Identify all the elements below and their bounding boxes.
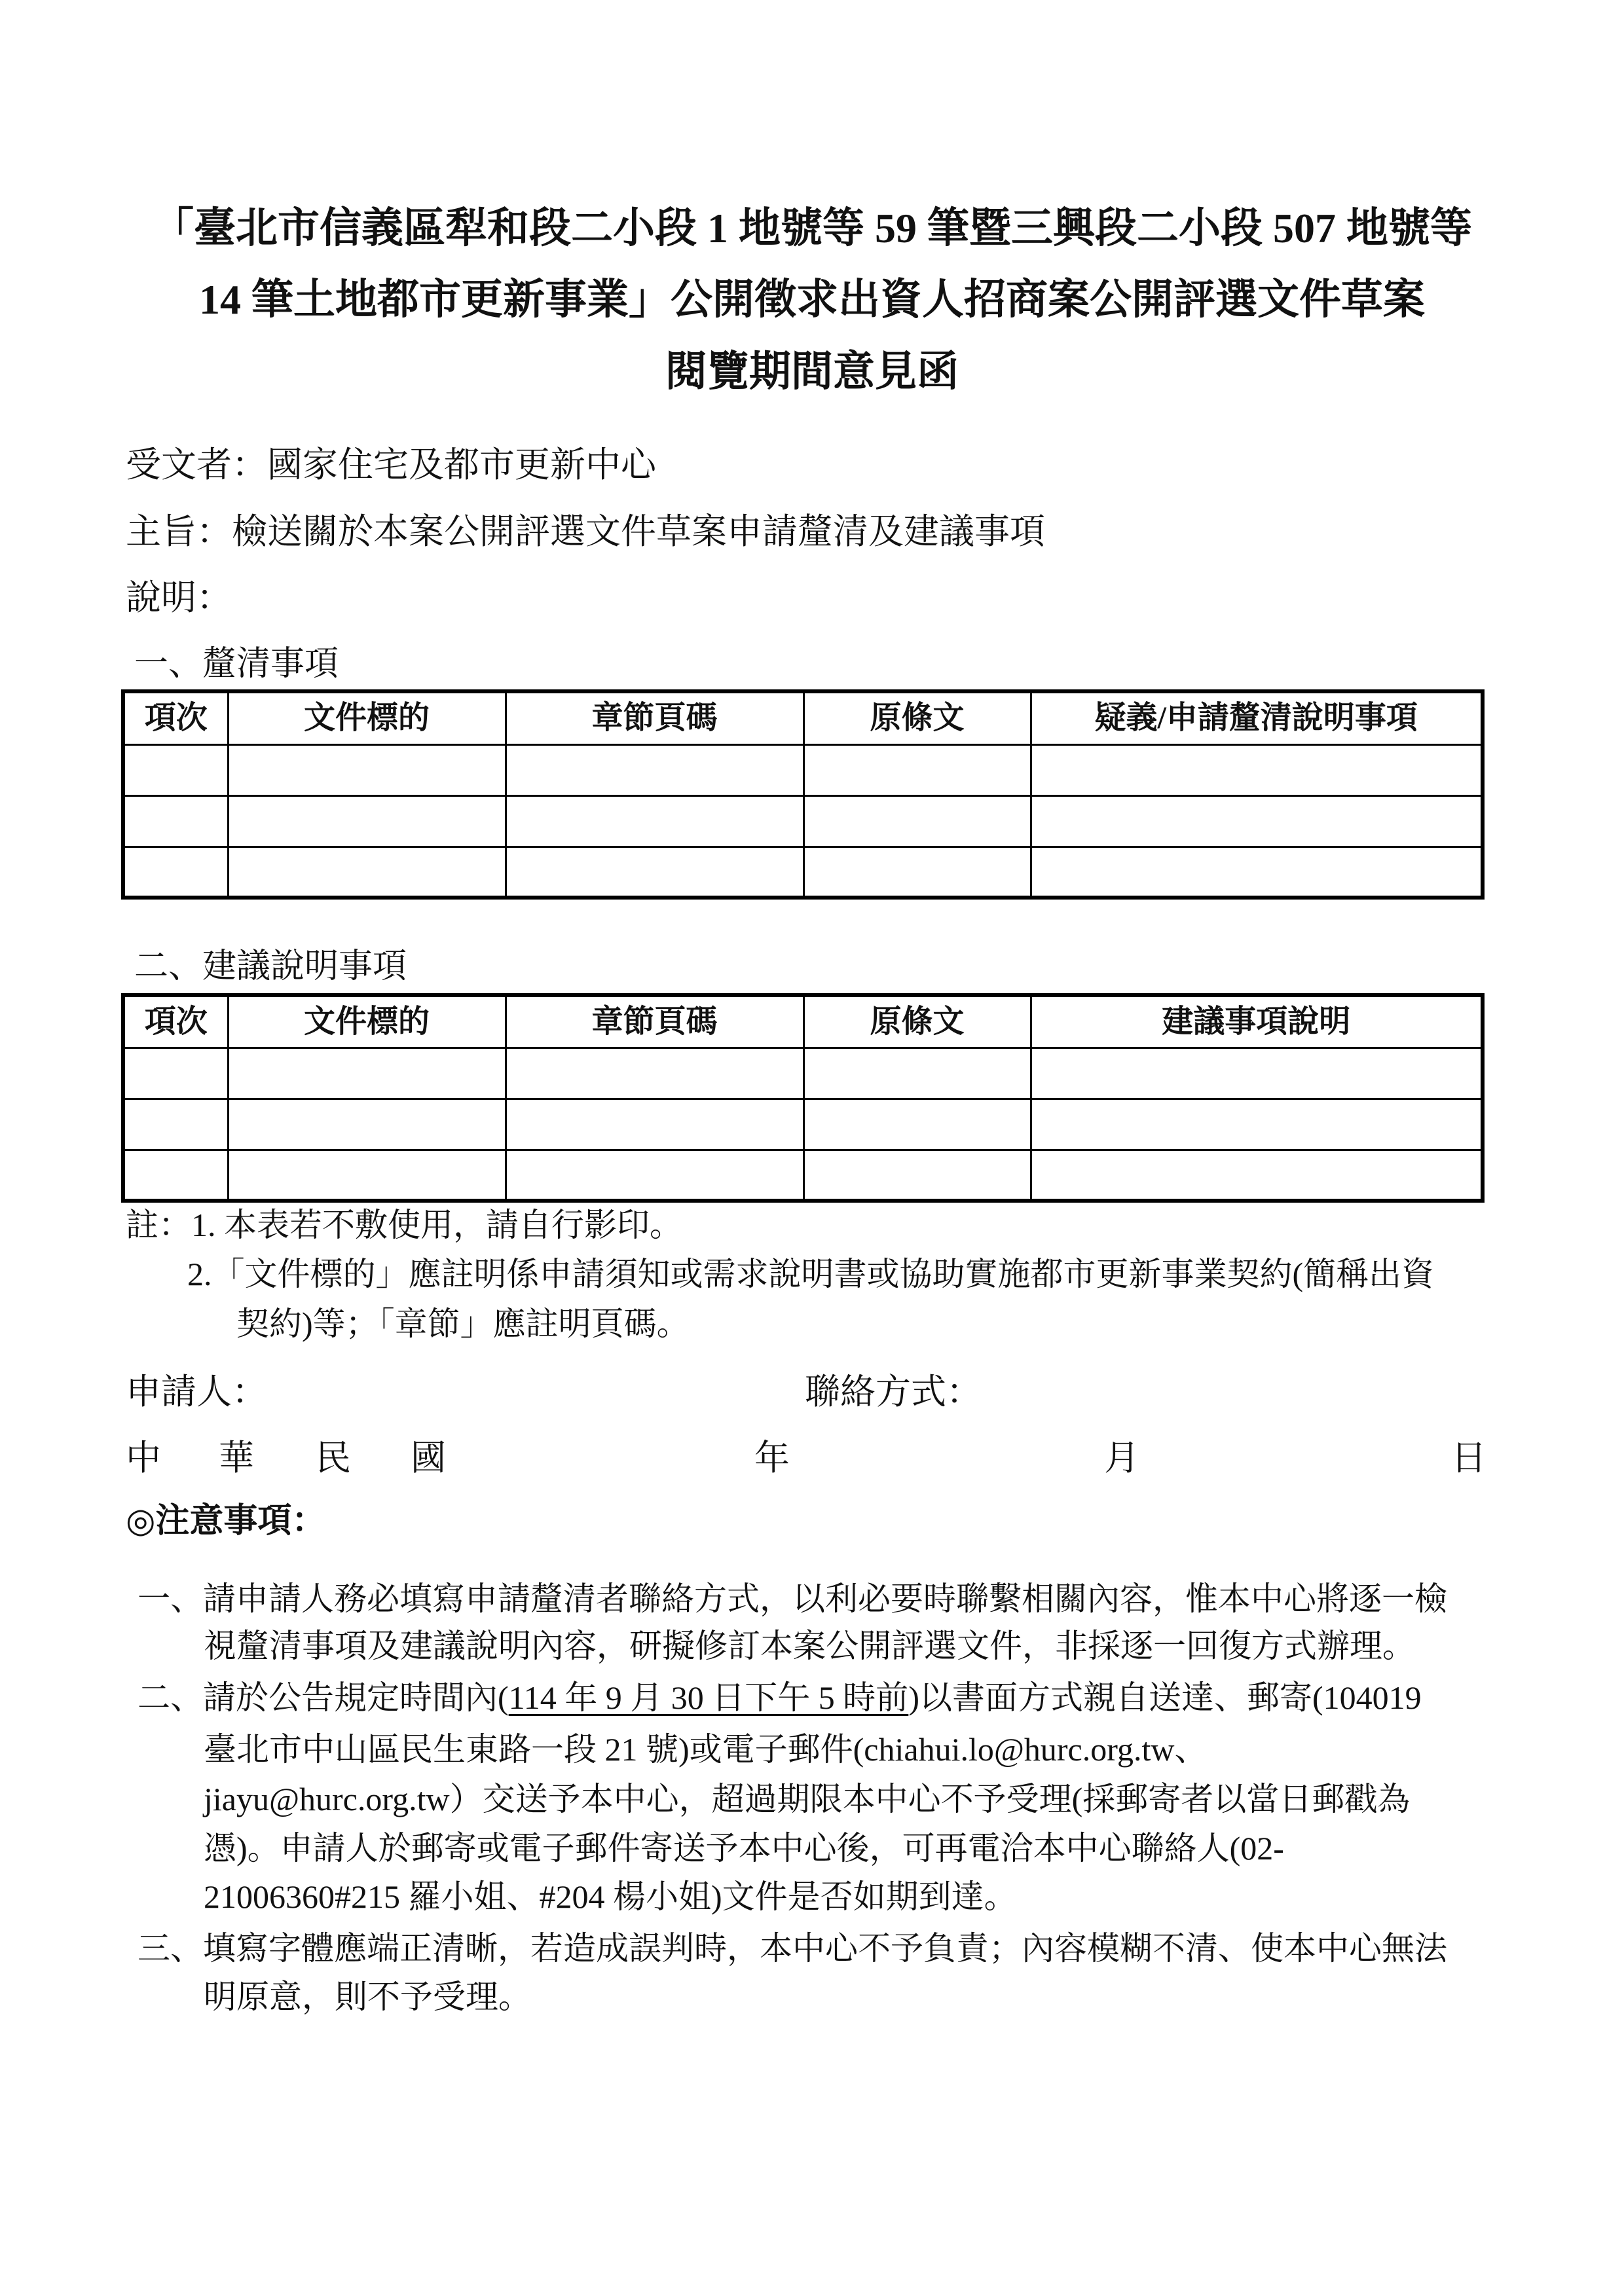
title-line-3: 閱覽期間意見函 [665,348,959,395]
recipient-line [126,447,656,483]
table-cell [228,1048,506,1099]
subject-value: 檢送關於本案公開評選文件草案申請釐清及建議事項 [232,512,1045,551]
table-row [123,795,1483,847]
table-cell [123,1048,228,1099]
notices-heading: ◎注意事項： [126,1503,326,1540]
applicant-label: 申請人： [126,1372,267,1412]
footnote-item-2-line-1: 2.「文件標的」應註明係申請須知或需求說明書或協助實施都市更新事業契約(簡稱出資 [187,1256,1435,1292]
notice-2-deadline-prefix: 二、請於公告規定時間內( [138,1679,509,1716]
column-header-item-no: 項次 [123,995,228,1048]
column-header-item-no: 項次 [123,691,228,744]
table-cell [1031,744,1483,795]
column-header-document: 文件標的 [228,691,506,744]
recipient-label: 受文者： [126,445,267,484]
table-cell [1031,795,1483,847]
notice-2-line-2: 臺北市中山區民生東路一段 21 號)或電子郵件(chiahui.lo@hurc.org.tw、 [204,1731,1208,1768]
table-cell [123,744,228,795]
table-header-row [123,691,1483,744]
table-row [123,1150,1483,1201]
table-cell [123,1099,228,1150]
date-char-guo: 國 [411,1438,446,1478]
table-cell [803,1150,1031,1201]
table-cell [506,847,803,898]
notice-3-line-2: 明原意，則不予受理。 [204,1978,531,2015]
date-char-zhong: 中 [126,1438,161,1478]
column-header-original-clause: 原條文 [803,995,1031,1048]
notice-2-deadline-suffix: )以書面方式親自送達、郵寄(104019 [908,1679,1422,1716]
column-header-document: 文件標的 [228,995,506,1048]
date-year-label: 年 [754,1438,790,1478]
table-cell [506,1099,803,1150]
table-cell [228,1099,506,1150]
table-cell [803,847,1031,898]
table-cell [1031,1150,1483,1201]
column-header-original-clause: 原條文 [803,691,1031,744]
title-line-2: 14 筆土地都市更新事業」公開徵求出資人招商案公開評選文件草案 [199,276,1425,323]
clarification-table [121,689,1485,900]
table-cell [506,1048,803,1099]
table-row [123,1099,1483,1150]
title-line-1: 「臺北市信義區犁和段二小段 1 地號等 59 筆暨三興段二小段 507 地號等 [152,205,1472,251]
notice-1-line-1: 一、請申請人務必填寫申請釐清者聯絡方式，以利必要時聯繫相關內容，惟本中心將逐一檢 [138,1580,1447,1617]
date-char-min: 民 [316,1438,351,1478]
table-cell [228,1150,506,1201]
table-row [123,847,1483,898]
table-cell [1031,1099,1483,1150]
table-row [123,744,1483,795]
table-cell [1031,1048,1483,1099]
footnote-item-1: 1. 本表若不敷使用，請自行影印。 [191,1207,682,1243]
table-cell [123,1150,228,1201]
table-cell [123,795,228,847]
table-cell [506,744,803,795]
table-cell [123,847,228,898]
table-cell [506,1150,803,1201]
recipient-value: 國家住宅及都市更新中心 [267,445,656,484]
footnote-label: 註： [126,1207,191,1243]
notice-2-deadline: 114 年 9 月 30 日下午 5 時前 [508,1679,909,1716]
table-cell [803,744,1031,795]
table-row [123,1048,1483,1099]
notice-1-line-2: 視釐清事項及建議說明內容，研擬修訂本案公開評選文件，非採逐一回復方式辦理。 [204,1628,1415,1664]
column-header-section-page: 章節頁碼 [506,995,803,1048]
notice-2-line-4: 憑)。申請人於郵寄或電子郵件寄送予本中心後，可再電洽本中心聯絡人(02- [204,1830,1284,1867]
subject-line [126,514,1045,549]
clarification-heading: 一、釐清事項 [134,646,339,683]
table-cell [228,744,506,795]
suggestion-heading: 二、建議說明事項 [134,948,407,985]
suggestion-table [121,993,1485,1203]
table-cell [1031,847,1483,898]
footnote-item-2-line-2: 契約)等；「章節」應註明頁碼。 [236,1305,690,1342]
date-month-label: 月 [1104,1438,1139,1478]
notice-2-line-5: 21006360#215 羅小姐、#204 楊小姐)文件是否如期到達。 [204,1878,1017,1915]
table-cell [228,847,506,898]
column-header-suggestion: 建議事項說明 [1031,995,1483,1048]
table-cell [803,795,1031,847]
date-day-label: 日 [1451,1438,1486,1478]
notice-2-line-1 [138,1681,1422,1714]
column-header-section-page: 章節頁碼 [506,691,803,744]
table-cell [803,1099,1031,1150]
column-header-question: 疑義/申請釐清說明事項 [1031,691,1483,744]
table-cell [803,1048,1031,1099]
table-cell [506,795,803,847]
table-header-row [123,995,1483,1048]
table-cell [228,795,506,847]
notice-2-line-3: jiayu@hurc.org.tw）交送予本中心，超過期限本中心不予受理(採郵寄者以當日郵戳為 [204,1781,1411,1817]
subject-label: 主旨： [126,512,232,551]
explanation-label: 說明： [126,578,232,617]
footnote-line-1 [126,1209,682,1241]
notice-3-line-1: 三、填寫字體應端正清晰，若造成誤判時，本中心不予負責；內容模糊不清、使本中心無法 [138,1930,1447,1967]
date-char-hua: 華 [219,1438,254,1478]
contact-label: 聯絡方式： [805,1372,982,1412]
